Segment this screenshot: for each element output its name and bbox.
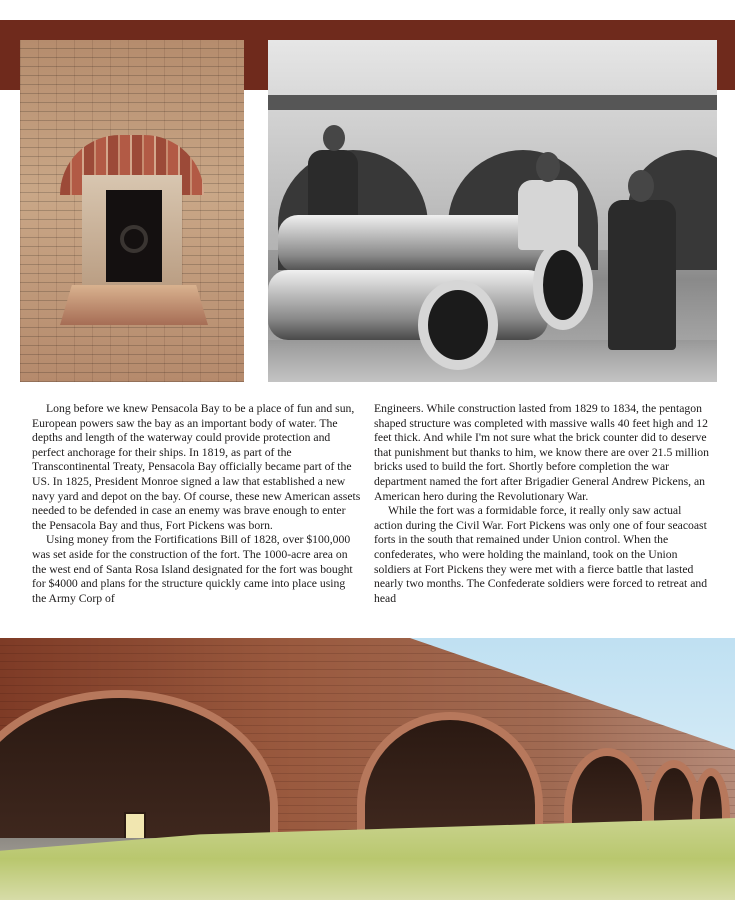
article-paragraph: Long before we knew Pensacola Bay to be a place of fun and sun, European powers saw the bay as an important body of water. The depths and length of the waterway could provide protection and perfect anchorage for their ships. In 1819, as part of the Transcontinental Treaty, Pensacola Bay officially became part of the US. In 1825, President Monroe signed a law that established a new navy yard and depot on the bay. Of course, these new American assets needed to be defended in case an enemy was brave enough to enter the Pensacola Bay and thus, Fort Pickens was born.	[32, 402, 361, 532]
article-paragraph: Engineers. While construction lasted from 1829 to 1834, the pentagon shaped structure was completed with massive walls 40 feet high and 12 feet thick. And while I'm not sure what the brick counter did to deserve that punishment but thanks to him, we know there are over 21.5 million bricks used to build the fort. Shortly before completion the war department named the fort after Brigadier General Andrew Pickens, an American hero during the Revolutionary War.	[374, 402, 709, 503]
article-column-right	[374, 402, 709, 606]
parapet	[268, 95, 717, 110]
brick-cannon-port-photo	[20, 40, 244, 382]
head	[536, 152, 560, 182]
head	[323, 125, 345, 151]
cannon-barrel	[268, 270, 548, 340]
head	[628, 170, 654, 202]
cannon-muzzle-icon	[120, 225, 148, 253]
historic-photo	[268, 40, 717, 382]
lit-window	[124, 812, 146, 840]
article-paragraph: While the fort was a formidable force, it really only saw actual action during the Civil War. Fort Pickens was only one of four seacoast forts in the south that remained under Union control. When the confederates, who were holding the mainland, took on the Union soldiers at Fort Pickens they were met with a fierce battle that lasted nearly two months. The Confederate soldiers were forced to retreat and head	[374, 504, 708, 605]
seated-man	[608, 200, 676, 350]
seated-man	[518, 180, 578, 250]
cannon-bore	[418, 280, 498, 370]
cannon-bore	[533, 240, 593, 330]
article-paragraph: Using money from the Fortifications Bill of 1828, over $100,000 was set aside for the construction of the fort. The 1000-acre area on the west end of Santa Rosa Island designated for the fort was bought for $4000 and plans for the structure quickly came into place using the Army Corp of	[32, 533, 353, 605]
port-sill	[60, 285, 208, 325]
article-column-left	[32, 402, 362, 606]
fort-arches-photo	[0, 638, 735, 900]
